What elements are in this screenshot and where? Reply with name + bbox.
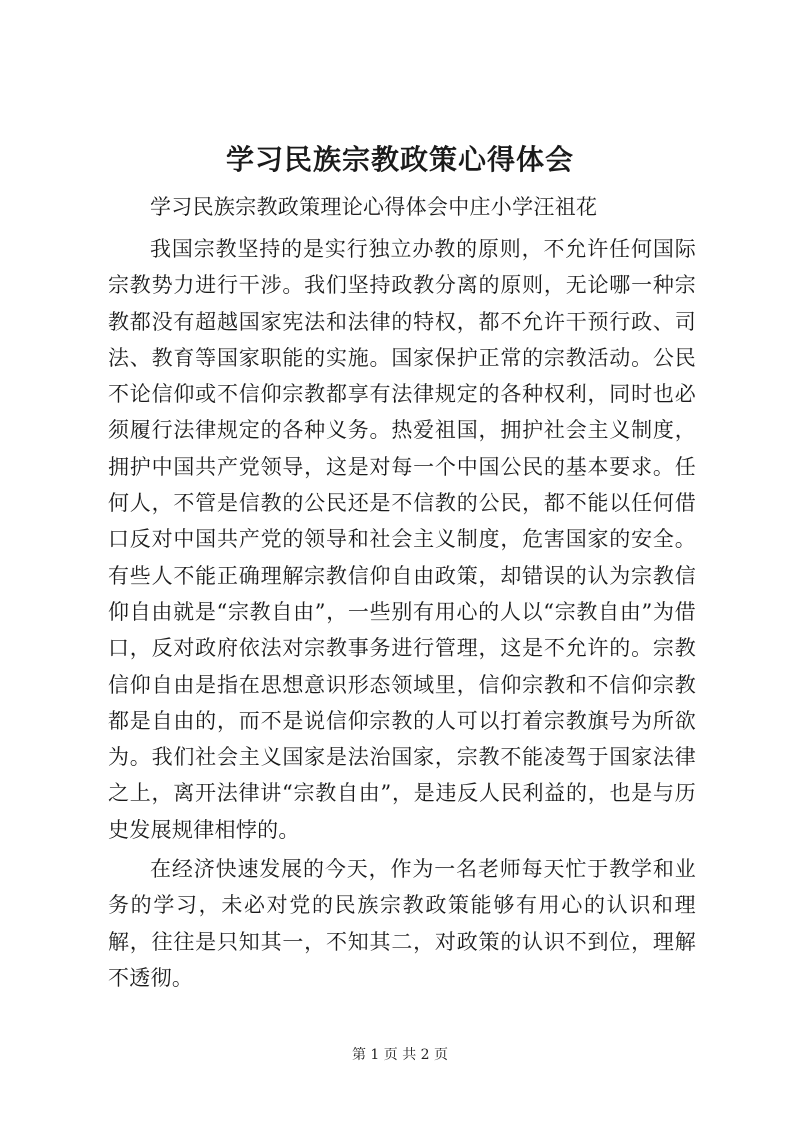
paragraph-subtitle: 学习民族宗教政策理论心得体会中庄小学汪祖花 bbox=[150, 195, 598, 219]
paragraph-2: 在经济快速发展的今天，作为一名老师每天忙于教学和业务的学习，未必对党的民族宗教政策能够有用心的认识和理解，往往是只知其一，不知其二，对政策的认识不到位，理解不透彻。 bbox=[108, 857, 696, 990]
document-body bbox=[108, 188, 696, 996]
paragraph-1: 我国宗教坚持的是实行独立办教的原则，不允许任何国际宗教势力进行干涉。我们坚持政教分离的原则，无论哪一种宗教都没有超越国家宪法和法律的特权，都不允许干预行政、司法、教育等国家职能的实施。国家保护正常的宗教活动。公民不论信仰或不信仰宗教都享有法律规定的各种权利，同时也必须履行法律规定的各种义务。热爱祖国，拥护社会主义制度，拥护中国共产党领导，这是对每一个中国公民的基本要求。任何人，不管是信教的公民还是不信教的公民，都不能以任何借口反对中国共产党的领导和社会主义制度，危害国家的安全。有些人不能正确理解宗教信仰自由政策，却错误的认为宗教信仰自由就是“宗教自由”，一些别有用心的人以“宗教自由”为借口，反对政府依法对宗教事务进行管理，这是不允许的。宗教信仰自由是指在思想意识形态领域里，信仰宗教和不信仰宗教都是自由的，而不是说信仰宗教的人可以打着宗教旗号为所欲为。我们社会主义国家是法治国家，宗教不能凌驾于国家法律之上，离开法律讲“宗教自由”，是违反人民利益的，也是与历史发展规律相悖的。 bbox=[108, 237, 696, 842]
document-title: 学习民族宗教政策心得体会 bbox=[225, 143, 574, 176]
page-footer: 第 1 页 共 2 页 bbox=[351, 1047, 449, 1063]
